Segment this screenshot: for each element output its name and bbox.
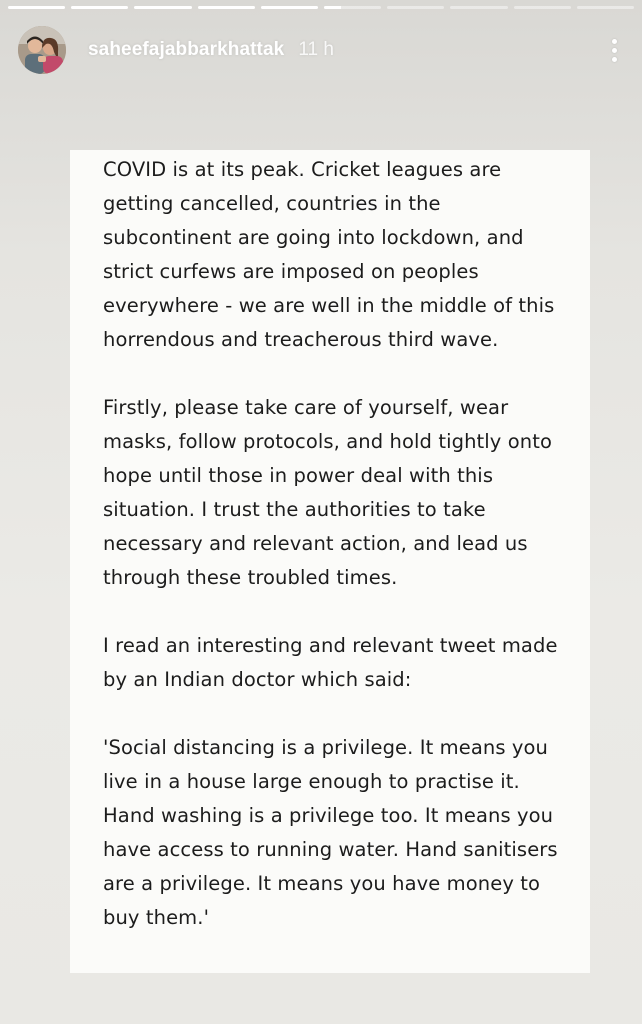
avatar[interactable] (18, 26, 66, 74)
paragraph: I read an interesting and relevant tweet made by an Indian doctor which said: (103, 634, 558, 691)
paragraph: Firstly, please take care of yourself, wear masks, follow protocols, and hold tightly onto hope until those in power deal with this situation. I trust the authorities to take necessary and relevant action, and lead us through these troubled times. (103, 396, 552, 589)
progress-segment (134, 6, 191, 9)
progress-segment (324, 6, 381, 9)
story-text-card (70, 150, 590, 973)
username[interactable]: saheefajabbarkhattak (88, 39, 285, 60)
timestamp: 11 h (298, 39, 334, 60)
progress-segment (577, 6, 634, 9)
progress-segment (450, 6, 507, 9)
paragraph: COVID is at its peak. Cricket leagues are getting cancelled, countries in the subcontinent are going into lockdown, and strict curfews are imposed on peoples everywhere - we are well in the middle of this horrendous and treacherous third wave. (103, 158, 555, 351)
progress-segment (198, 6, 255, 9)
story-header (18, 22, 624, 78)
progress-segment (387, 6, 444, 9)
paragraph: 'Social distancing is a privilege. It means you live in a house large enough to practise it. Hand washing is a privilege too. It means you have access to running water. Hand sanitisers are a privilege. It means you have money to buy them.' (103, 736, 558, 929)
more-vertical-icon[interactable] (604, 30, 624, 70)
progress-segment (514, 6, 571, 9)
progress-segment (8, 6, 65, 9)
progress-segment (71, 6, 128, 9)
story-progress-bar (8, 6, 634, 10)
progress-segment (261, 6, 318, 9)
avatar-photo-icon (18, 26, 66, 74)
